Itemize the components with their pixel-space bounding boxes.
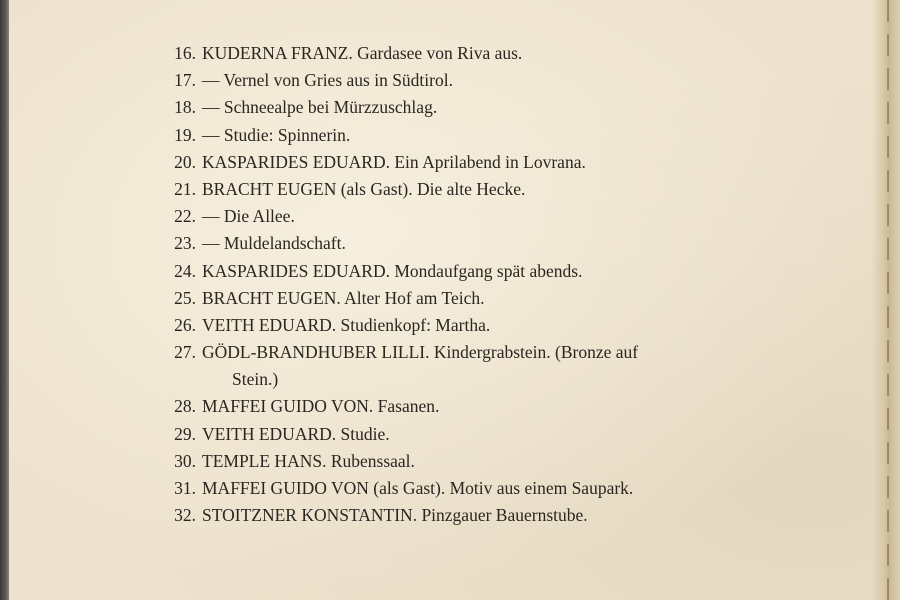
entry-number: 26. — [174, 314, 196, 335]
catalog-entry — [0, 393, 860, 420]
catalog-entry — [0, 475, 860, 502]
entry-number: 22. — [174, 206, 196, 227]
entry-text: GÖDL-BRANDHUBER LILLI. Kindergrabstein. (Bronze auf — [202, 342, 639, 363]
entry-text: KASPARIDES EDUARD. Ein Aprilabend in Lovrana. — [202, 151, 586, 172]
entry-text: MAFFEI GUIDO VON (als Gast). Motiv aus einem Saupark. — [202, 478, 634, 498]
entry-number: 20. — [174, 151, 196, 172]
entry-text: STOITZNER KONSTANTIN. Pinzgauer Bauernstube. — [202, 505, 588, 526]
entry-text: VEITH EDUARD. Studie. — [202, 423, 390, 444]
catalog-entry — [0, 285, 860, 312]
entry-text: — Die Allee. — [202, 206, 295, 227]
entry-number: 25. — [174, 287, 196, 308]
catalog-entry — [0, 312, 860, 339]
catalog-entry — [0, 67, 860, 94]
catalog-entry — [0, 203, 860, 230]
entry-number: 18. — [174, 97, 196, 118]
catalog-entry — [0, 502, 860, 529]
entry-text: KASPARIDES EDUARD. Mondaufgang spät abends. — [202, 260, 583, 281]
catalog-entry-continuation — [0, 366, 860, 393]
entry-number: 19. — [174, 124, 196, 145]
catalog-entry — [0, 40, 860, 67]
entry-text: KUDERNA FRANZ. Gardasee von Riva aus. — [202, 43, 523, 63]
entry-text: VEITH EDUARD. Studienkopf: Martha. — [202, 314, 491, 335]
entry-number: 24. — [174, 260, 196, 281]
catalog-entry — [0, 176, 860, 203]
catalog-entry — [0, 149, 860, 176]
catalog-entry — [0, 421, 860, 448]
entry-number: 28. — [174, 396, 196, 417]
entry-number: 32. — [174, 505, 196, 526]
entry-number: 29. — [174, 423, 196, 444]
catalog-entry — [0, 230, 860, 257]
catalog-entry-list — [0, 40, 860, 529]
page-fold-crease — [887, 0, 889, 600]
entry-number: 30. — [174, 450, 196, 471]
entry-text-continuation: Stein.) — [232, 369, 279, 390]
entry-number: 17. — [174, 70, 196, 91]
entry-text: — Vernel von Gries aus in Südtirol. — [202, 70, 453, 91]
entry-text: TEMPLE HANS. Rubenssaal. — [202, 450, 415, 471]
entry-number: 16. — [174, 43, 196, 63]
catalog-entry — [0, 339, 860, 366]
page-fold-shadow — [872, 0, 900, 600]
entry-number: 27. — [174, 342, 196, 363]
entry-number: 21. — [174, 178, 196, 199]
entry-text: MAFFEI GUIDO VON. Fasanen. — [202, 396, 440, 417]
catalog-entry — [0, 122, 860, 149]
catalog-entry — [0, 94, 860, 121]
catalog-entry — [0, 258, 860, 285]
catalog-entry — [0, 448, 860, 475]
entry-text: — Muldelandschaft. — [202, 233, 346, 254]
entry-number: 23. — [174, 233, 196, 254]
entry-number: 31. — [174, 478, 196, 498]
entry-text: — Studie: Spinnerin. — [202, 124, 351, 145]
entry-text: BRACHT EUGEN. Alter Hof am Teich. — [202, 287, 485, 308]
entry-text: — Schneealpe bei Mürzzuschlag. — [202, 97, 438, 118]
entry-text: BRACHT EUGEN (als Gast). Die alte Hecke. — [202, 178, 526, 199]
